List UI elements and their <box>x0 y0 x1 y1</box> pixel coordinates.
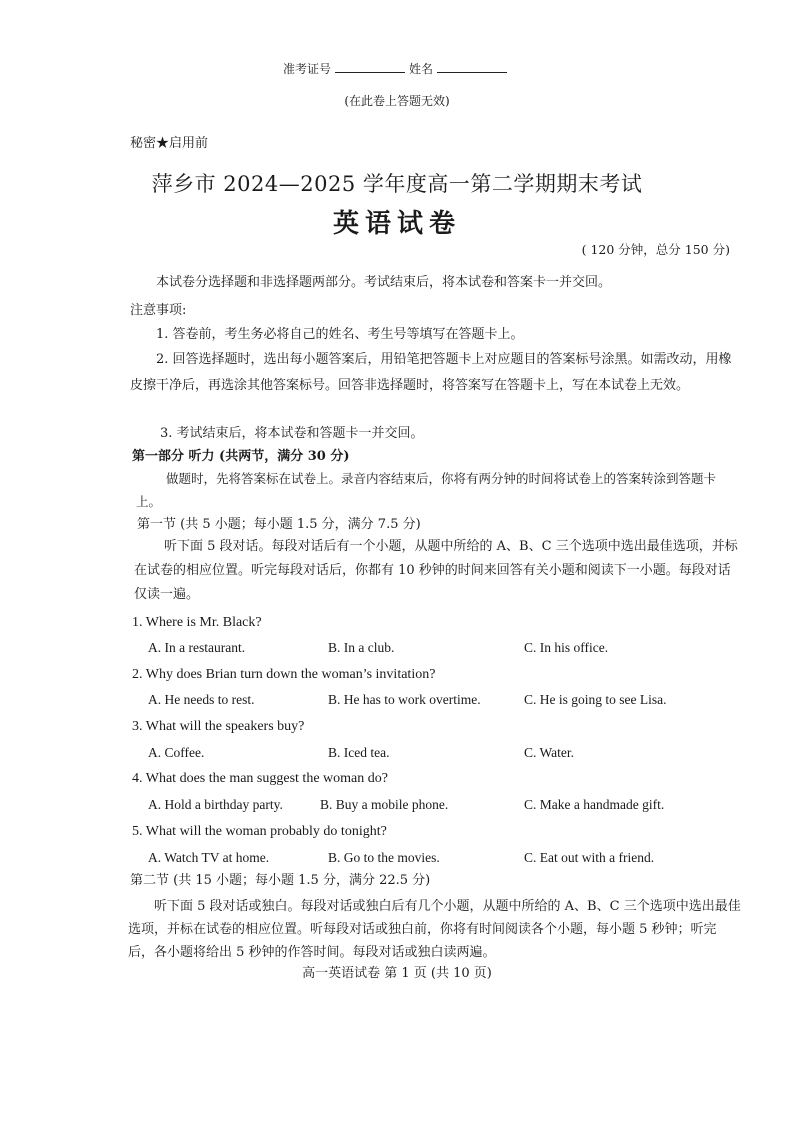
question-1: 1. Where is Mr. Black? <box>132 615 262 630</box>
section2-title: 第二节 (共 15 小题；每小题 1.5 分，满分 22.5 分) <box>130 873 431 888</box>
exam-subject-title: 英语试卷 <box>332 209 461 239</box>
exam-number-blank <box>335 62 405 73</box>
intro-text: 本试卷分选择题和非选择题两部分。考试结束后，将本试卷和答案卡一并交回。 <box>156 275 612 290</box>
q5-option-a: A. Watch TV at home. <box>148 850 270 865</box>
notice-item-1: 1. 答卷前，考生务必将自己的姓名、考生号等填写在答题卡上。 <box>156 327 524 342</box>
q4-option-a: A. Hold a birthday party. <box>148 797 283 812</box>
q3-option-b: B. Iced tea. <box>328 745 390 760</box>
notice-item-3: 3. 考试结束后，将本试卷和答题卡一并交回。 <box>160 426 424 441</box>
q3-option-a: A. Coffee. <box>148 745 205 760</box>
q5-option-b: B. Go to the movies. <box>328 850 440 865</box>
question-3: 3. What will the speakers buy? <box>132 719 305 734</box>
section1-title: 第一节 (共 5 小题；每小题 1.5 分，满分 7.5 分) <box>137 517 421 532</box>
secret-mark: 秘密★启用前 <box>130 136 209 151</box>
name-blank <box>437 62 507 73</box>
q5-option-c: C. Eat out with a friend. <box>524 850 655 865</box>
page-footer: 高一英语试卷 第 1 页 (共 10 页) <box>302 966 492 981</box>
q1-option-b: B. In a club. <box>328 640 395 655</box>
q2-option-b: B. He has to work overtime. <box>328 692 481 707</box>
name-label: 姓名 <box>409 62 434 76</box>
exam-info-line <box>0 60 794 77</box>
exam-number-label: 准考证号 <box>282 62 331 76</box>
exam-title: 萍乡市 2024—2025 学年度高一第二学期期末考试 <box>151 172 643 196</box>
invalid-note: (在此卷上答题无效) <box>344 94 450 108</box>
part1-instruction: 做题时，先将答案标在试卷上。录音内容结束后，你将有两分钟的时间将试卷上的答案转涂到答题卡上。 <box>136 471 717 509</box>
notice-item-2: 2. 回答选择题时，选出每小题答案后，用铅笔把答题卡上对应题目的答案标号涂黑。如需改动，用橡皮擦干净后，再选涂其他答案标号。回答非选择题时，将答案写在答题卡上，写在本试卷上无效。 <box>130 352 732 393</box>
question-5: 5. What will the woman probably do tonight? <box>132 824 387 839</box>
q3-option-c: C. Water. <box>524 745 575 760</box>
time-score-info: ( 120 分钟，总分 150 分) <box>581 242 730 257</box>
section2-instruction: 听下面 5 段对话或独白。每段对话或独白后有几个小题，从题中所给的 A、B、C 三个选项中选出最佳选项，并标在试卷的相应位置。听每段对话或独白前，你将有时间阅读各个小题，每小题 5 秒钟；听完后，各小题将给出 5 秒钟的作答时间。每段对话或独白读两遍。 <box>128 899 741 960</box>
q2-option-a: A. He needs to rest. <box>148 692 255 707</box>
section1-instruction: 听下面 5 段对话。每段对话后有一个小题，从题中所给的 A、B、C 三个选项中选出最佳选项，并标在试卷的相应位置。听完每段对话后，你都有 10 秒钟的时间来回答有关小题和阅读下一小题。每段对话仅读一遍。 <box>134 539 738 602</box>
question-2: 2. Why does Brian turn down the woman’s invitation? <box>132 667 436 682</box>
q4-option-b: B. Buy a mobile phone. <box>320 797 449 812</box>
question-4: 4. What does the man suggest the woman do? <box>132 771 388 786</box>
q1-option-a: A. In a restaurant. <box>148 640 246 655</box>
part1-title: 第一部分 听力 (共两节，满分 30 分) <box>132 449 350 464</box>
q1-option-c: C. In his office. <box>524 640 609 655</box>
notice-title: 注意事项: <box>130 303 187 318</box>
q4-option-c: C. Make a handmade gift. <box>524 797 665 812</box>
q2-option-c: C. He is going to see Lisa. <box>524 692 667 707</box>
